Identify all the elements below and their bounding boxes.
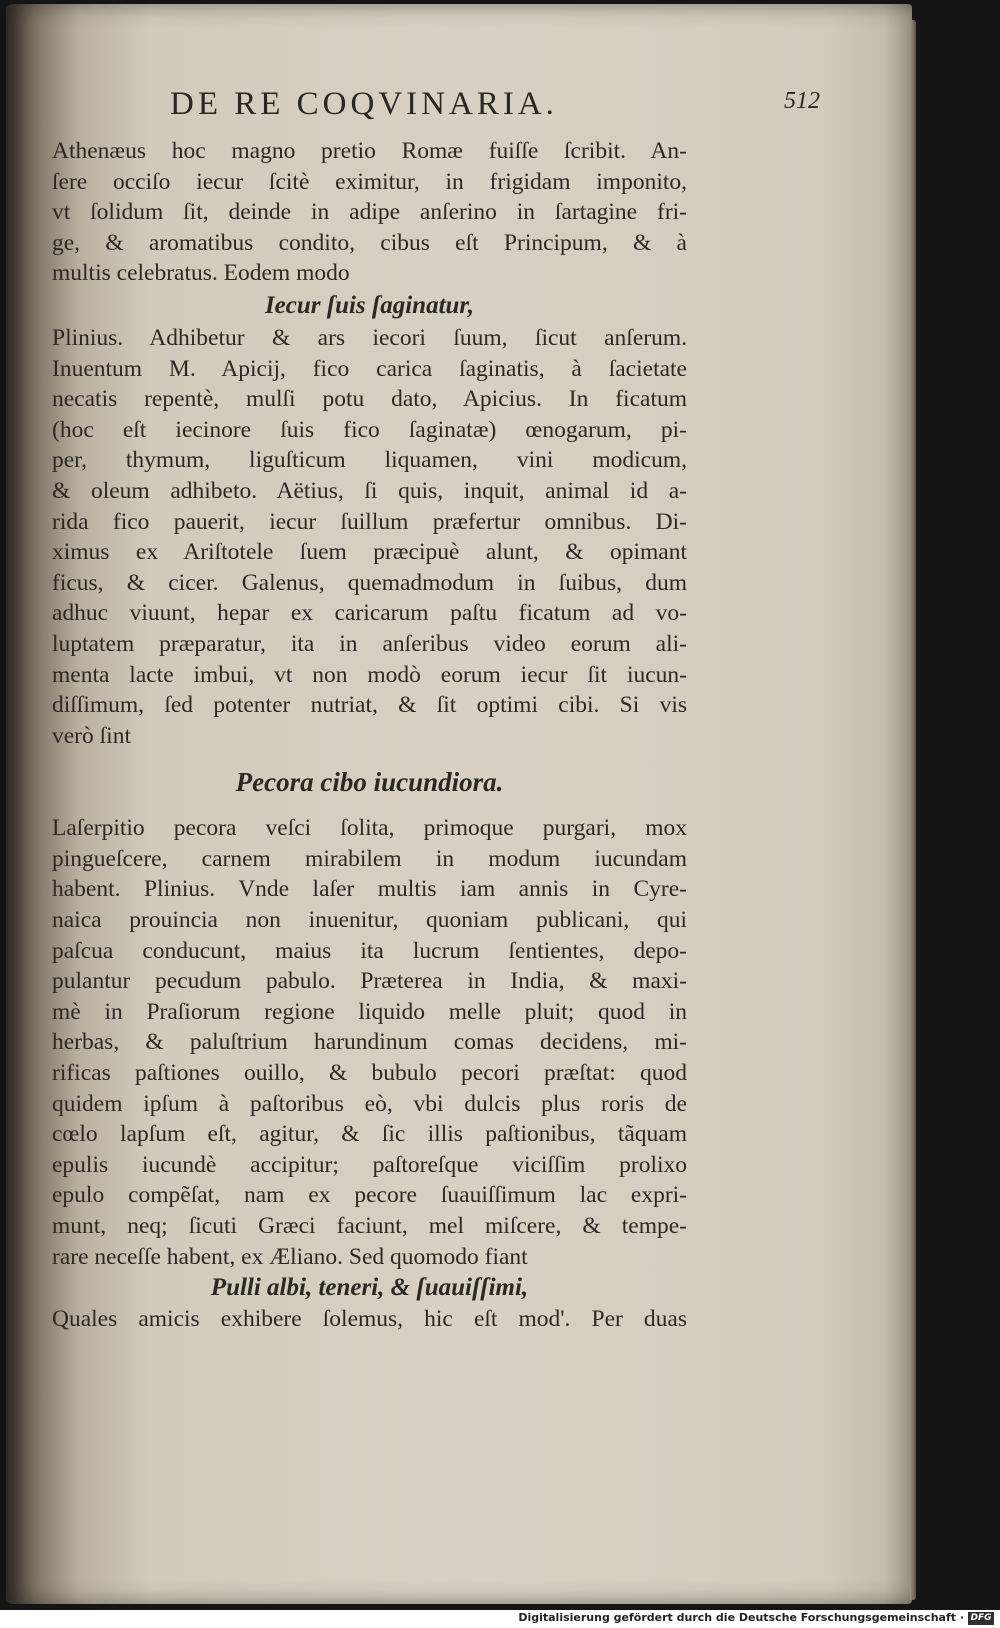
text-line: ficus, & cicer. Galenus, quemadmodum in ſuibus, dum [52, 569, 687, 596]
text-line: epulo compẽſat, nam ex pecore ſuauiſſimum lac expri- [52, 1182, 687, 1209]
text-line: herbas, & paluſtrium harundinum comas decidens, mi- [52, 1029, 687, 1056]
text-line: munt, neq; ſicuti Græci faciunt, mel miſcere, & tempe- [52, 1213, 687, 1239]
text-line: multis celebratus. Eodem modo [52, 260, 350, 287]
paragraph-1 [52, 136, 687, 289]
page-body [52, 136, 687, 1335]
text-line: luptatem præparatur, ita in anſeribus video eorum ali- [52, 630, 687, 657]
paragraph-3 [52, 813, 687, 1272]
text-line: necatis repentè, mulſi potu dato, Apicius. In ficatum [52, 386, 687, 413]
running-title: DE RE COQVINARIA. [170, 86, 558, 122]
text-line: Inuentum M. Apicij, fico carica ſaginatis, à ſacietate [52, 355, 687, 382]
text-line: verò ſint [52, 722, 131, 749]
text-line: paſcua conducunt, maius ita lucrum ſentientes, depo- [52, 937, 687, 964]
text-line: ge, & aromatibus condito, cibus eſt Principum, & à [52, 229, 687, 256]
section-heading-iecur: Iecur ſuis ſaginatur, [264, 291, 475, 319]
text-line: Athenæus hoc magno pretio Romæ fuiſſe ſcribit. An- [52, 138, 687, 164]
section-heading-pecora: Pecora cibo iucundiora. [235, 767, 504, 798]
text-line: diſſimum, ſed potenter nutriat, & ſit optimi cibi. Si vis [52, 692, 687, 719]
page-number: 512 [784, 88, 820, 114]
text-line: ximus ex Ariſtotele ſuem præcipuè alunt, & opimant [52, 539, 687, 566]
page-edge [910, 20, 916, 1600]
text-line: pulantur pecudum pabulo. Præterea in India, & maxi- [52, 968, 687, 995]
text-line: quidem ipſum à paſtoribus eò, vbi dulcis plus roris de [52, 1090, 687, 1117]
text-line: naica prouincia non inuenitur, quoniam publicani, qui [52, 907, 687, 934]
text-line: cœlo lapſum eſt, agitur, & ſic illis paſtionibus, tãquam [52, 1121, 687, 1148]
text-line: Laſerpitio pecora veſci ſolita, primoque purgari, mox [52, 815, 687, 842]
funding-credit: Digitalisierung gefördert durch die Deutsche Forschungsgemeinschaft · [518, 1611, 964, 1624]
text-line: habent. Plinius. Vnde laſer multis iam annis in Cyre- [52, 876, 687, 903]
paragraph-4 [52, 1304, 687, 1335]
text-line: epulis iucundè accipitur; paſtoreſque viciſſim prolixo [52, 1151, 687, 1178]
text-line: Plinius. Adhibetur & ars iecori ſuum, ſicut anſerum. [52, 324, 687, 351]
text-line: per, thymum, liguſticum liquamen, vini modicum, [52, 447, 687, 474]
text-line: (hoc eſt iecinore ſuis fico ſaginatæ) œnogarum, pi- [52, 416, 687, 443]
paragraph-2 [52, 323, 687, 751]
page-header [160, 86, 820, 126]
text-line: menta lacte imbui, vt non modò eorum iecur ſit iucun- [52, 661, 687, 688]
text-line: adhuc viuunt, hepar ex caricarum paſtu ficatum ad vo- [52, 600, 687, 627]
text-line: rare neceſſe habent, ex Æliano. Sed quomodo fiant [52, 1243, 528, 1270]
text-line: rida fico pauerit, iecur ſuillum præfertur omnibus. Di- [52, 508, 687, 535]
text-line: & oleum adhibeto. Aëtius, ſi quis, inquit, animal id a- [52, 477, 687, 504]
section-heading-pulli: Pulli albi, teneri, & ſuauiſſimi, [210, 1274, 529, 1302]
text-line: rificas paſtiones ouillo, & bubulo pecori præſtat: quod [52, 1060, 687, 1087]
digitization-footer [0, 1610, 1000, 1628]
text-line: mè in Praſiorum regione liquido melle pluit; quod in [52, 998, 687, 1025]
dfg-logo-icon: DFG [968, 1612, 994, 1625]
text-line: vt ſolidum ſit, deinde in adipe anſerino in ſartagine fri- [52, 199, 687, 226]
text-line: ſere occiſo iecur ſcitè eximitur, in frigidam imponito, [52, 168, 687, 195]
text-line: Quales amicis exhibere ſolemus, hic eſt mod'. Per duas [52, 1306, 687, 1333]
text-line: pingueſcere, carnem mirabilem in modum iucundam [52, 845, 687, 872]
